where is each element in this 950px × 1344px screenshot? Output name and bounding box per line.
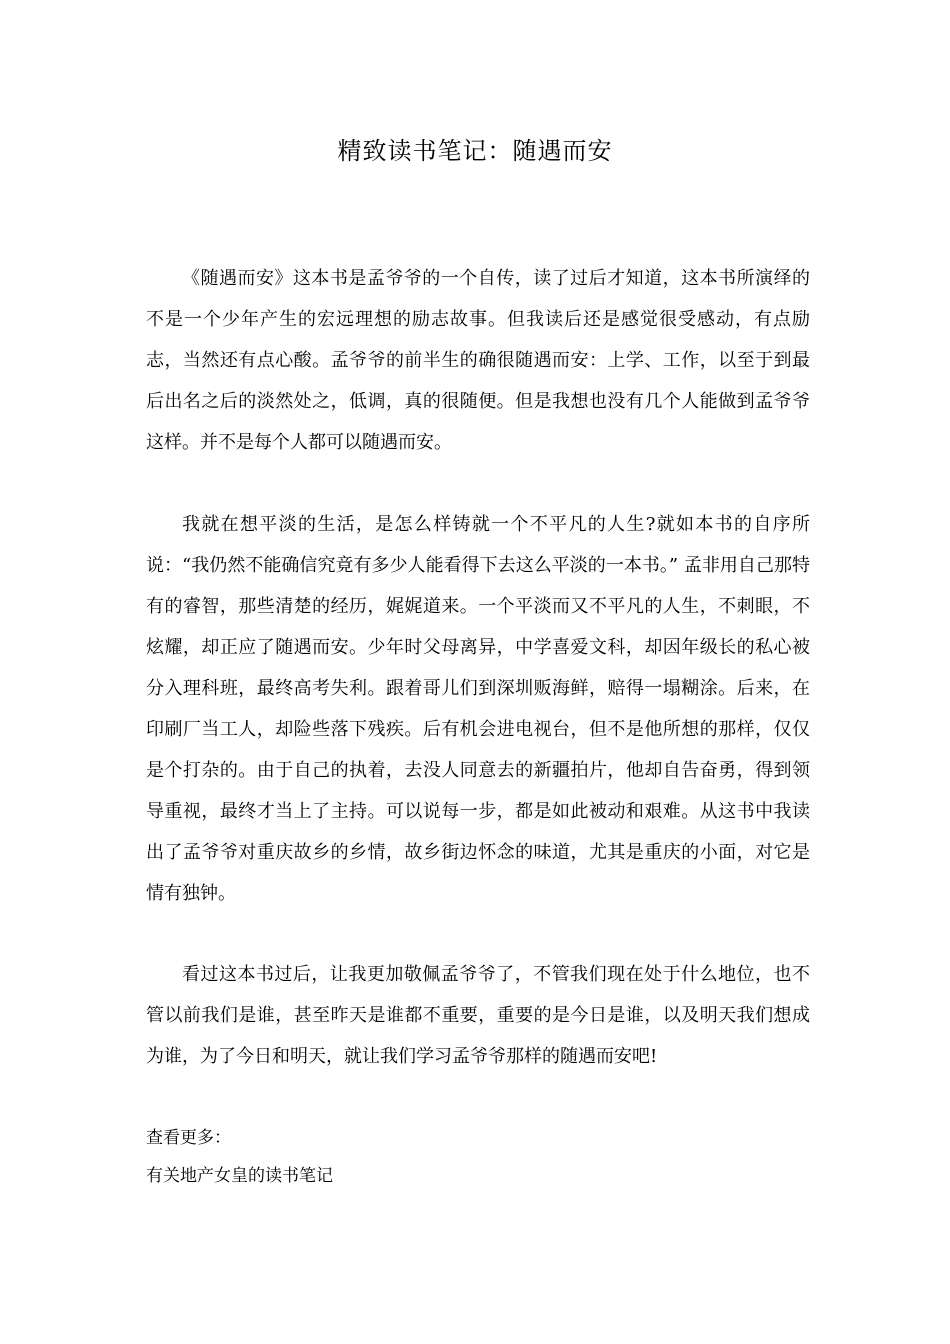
paragraph-1: 《随遇而安》这本书是孟爷爷的一个自传，读了过后才知道，这本书所演绎的不是一个少年产生的宏远理想的励志故事。但我读后还是感觉很受感动，有点励志，当然还有点心酸。孟爷爷的前半生的确很随遇而安：上学、工作，以至于到最后出名之后的淡然处之，低调，真的很随便。但是我想也没有几个人能做到孟爷爷这样。并不是每个人都可以随遇而安。	[146, 268, 810, 453]
paragraph-3: 看过这本书过后，让我更加敬佩孟爷爷了，不管我们现在处于什么地位，也不管以前我们是谁，甚至昨天是谁都不重要，重要的是今日是谁，以及明天我们想成为谁，为了今日和明天，就让我们学习孟爷爷那样的随遇而安吧!	[146, 964, 810, 1067]
paragraph-2: 我就在想平淡的生活，是怎么样铸就一个不平凡的人生?就如本书的自序所说：“我仍然不能确信究竟有多少人能看得下去这么平淡的一本书。” 孟非用自己那特有的睿智，那些清楚的经历，娓娓道来。一个平淡而又不平凡的人生，不刺眼，不炫耀，却正应了随遇而安。少年时父母离异，中学喜爱文科，却因年级长的私心被分入理科班，最终高考失利。跟着哥儿们到深圳贩海鲜，赔得一塌糊涂。后来，在印刷厂当工人，却险些落下残疾。后有机会进电视台，但不是他所想的那样，仅仅是个打杂的。由于自己的执着，去没人同意去的新疆拍片，他却自告奋勇，得到领导重视，最终才当上了主持。可以说每一步，都是如此被动和艰难。从这书中我读出了孟爷爷对重庆故乡的乡情，故乡街边怀念的味道，尤其是重庆的小面，对它是情有独钟。	[146, 514, 810, 904]
document-title: 精致读书笔记：随遇而安	[337, 137, 613, 165]
see-more-label: 查看更多：	[146, 1128, 231, 1148]
related-article-link[interactable]: 有关地产女皇的读书笔记	[146, 1166, 333, 1186]
document-body	[146, 258, 810, 1195]
